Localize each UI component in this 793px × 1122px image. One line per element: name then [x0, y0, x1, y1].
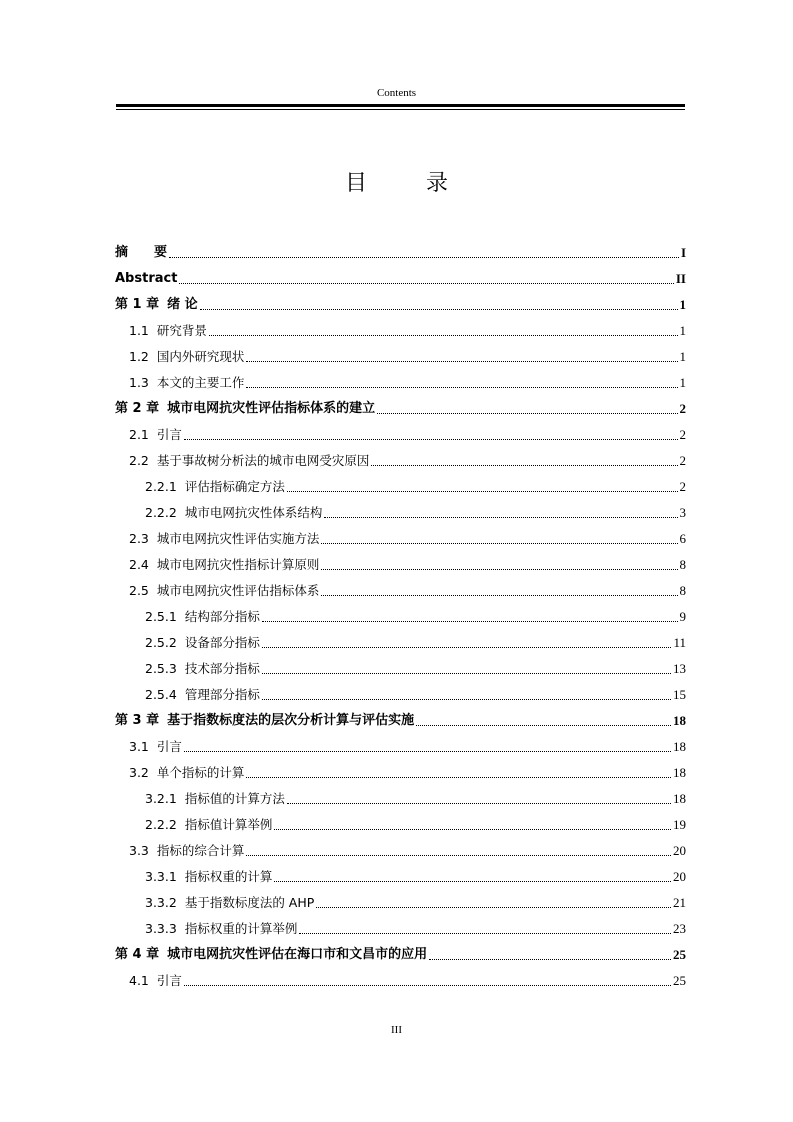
- toc-leader-dots: [184, 439, 678, 440]
- toc-entry-page: 9: [679, 609, 686, 624]
- toc-entry-page: 21: [673, 895, 686, 910]
- toc-entry-number: 2.5: [129, 583, 149, 598]
- page-number-footer: III: [391, 1024, 402, 1036]
- toc-entry-label: [129, 374, 244, 392]
- table-of-contents: [115, 236, 686, 990]
- toc-entry-text: 绪 论: [167, 297, 198, 312]
- toc-entry-page: 1: [679, 297, 686, 312]
- toc-entry-label: [145, 686, 260, 704]
- toc-entry-page: II: [675, 271, 686, 286]
- toc-entry-page: 2: [679, 479, 686, 494]
- toc-entry-label: [145, 790, 285, 808]
- toc-entry-text: 国内外研究现状: [156, 349, 245, 364]
- toc-leader-dots: [179, 283, 673, 284]
- toc-entry-text: 指标值计算举例: [184, 817, 273, 832]
- toc-entry-label: [129, 842, 244, 860]
- toc-entry-page: 2: [679, 427, 686, 442]
- toc-entry-text: 城市电网抗灾性评估指标体系: [156, 583, 320, 598]
- toc-entry[interactable]: [115, 912, 686, 938]
- toc-leader-dots: [262, 647, 672, 648]
- toc-entry-label: [145, 816, 272, 834]
- toc-entry-label: [145, 868, 272, 886]
- toc-entry[interactable]: [115, 808, 686, 834]
- toc-entry[interactable]: [115, 834, 686, 860]
- toc-entry[interactable]: [115, 964, 686, 990]
- toc-entry-number: 2.5.4: [145, 687, 177, 702]
- toc-entry[interactable]: [115, 574, 686, 600]
- toc-entry[interactable]: [115, 262, 686, 288]
- toc-entry[interactable]: [115, 366, 686, 392]
- toc-entry-text: 评估指标确定方法: [184, 479, 285, 494]
- toc-entry-page: 8: [679, 583, 686, 598]
- toc-leader-dots: [287, 803, 671, 804]
- toc-leader-dots: [246, 777, 671, 778]
- toc-entry-page: 1: [679, 375, 686, 390]
- toc-entry-number: 2.2.2: [145, 505, 177, 520]
- toc-entry-number: 2.2.2: [145, 817, 177, 832]
- toc-entry-text: 研究背景: [156, 323, 207, 338]
- toc-entry-text: 城市电网抗灾性体系结构: [184, 505, 323, 520]
- toc-entry-label: [129, 738, 182, 756]
- toc-entry[interactable]: [115, 314, 686, 340]
- toc-entry-page: 20: [673, 869, 686, 884]
- toc-entry-page: 18: [673, 739, 686, 754]
- toc-entry-page: I: [680, 245, 686, 260]
- toc-leader-dots: [246, 361, 677, 362]
- toc-leader-dots: [246, 387, 677, 388]
- toc-entry[interactable]: [115, 340, 686, 366]
- toc-entry-text: 基于指数标度法的 AHP: [184, 895, 315, 910]
- toc-entry-text: 摘 要: [115, 245, 168, 260]
- toc-entry-number: 2.2.1: [145, 479, 177, 494]
- toc-entry-text: 指标权重的计算举例: [184, 921, 298, 936]
- toc-leader-dots: [299, 933, 671, 934]
- running-header: Contents: [376, 87, 417, 99]
- toc-entry-text: 指标权重的计算: [184, 869, 273, 884]
- toc-entry-text: 城市电网抗灾性评估在海口市和文昌市的应用: [167, 947, 428, 962]
- toc-entry[interactable]: [115, 392, 686, 418]
- toc-entry-number: 2.5.2: [145, 635, 177, 650]
- toc-entry-page: 25: [673, 973, 686, 988]
- toc-entry-page: 3: [679, 505, 686, 520]
- toc-entry-number: 2.3: [129, 531, 149, 546]
- toc-entry-page: 2: [679, 453, 686, 468]
- toc-entry-number: 2.2: [129, 453, 149, 468]
- toc-entry-label: [129, 322, 207, 340]
- toc-entry-number: 1.2: [129, 349, 149, 364]
- toc-leader-dots: [371, 465, 677, 466]
- toc-entry-page: 8: [679, 557, 686, 572]
- toc-leader-dots: [274, 829, 671, 830]
- toc-entry-number: 第 4 章: [115, 947, 160, 962]
- toc-entry-label: [129, 530, 319, 548]
- toc-leader-dots: [274, 881, 671, 882]
- toc-leader-dots: [321, 543, 677, 544]
- toc-entry-number: 3.2: [129, 765, 149, 780]
- toc-entry-text: 城市电网抗灾性指标计算原则: [156, 557, 320, 572]
- toc-entry[interactable]: [115, 652, 686, 678]
- toc-entry-label: [115, 244, 167, 262]
- header-rule-thin: [116, 109, 685, 110]
- header-rule-thick: [116, 104, 685, 107]
- toc-entry-number: 3.2.1: [145, 791, 177, 806]
- toc-entry-text: 单个指标的计算: [156, 765, 245, 780]
- toc-entry-number: 3.3.3: [145, 921, 177, 936]
- toc-entry-number: 3.3.1: [145, 869, 177, 884]
- toc-entry-text: 引言: [156, 427, 182, 442]
- page-title: 目 录: [345, 171, 474, 196]
- toc-entry-page: 1: [679, 323, 686, 338]
- toc-entry-label: [129, 348, 244, 366]
- toc-entry[interactable]: [115, 860, 686, 886]
- toc-entry-text: 引言: [156, 973, 182, 988]
- toc-entry-text: 指标的综合计算: [156, 843, 245, 858]
- toc-entry-text: 技术部分指标: [184, 661, 260, 676]
- toc-entry-text: 本文的主要工作: [156, 375, 245, 390]
- toc-leader-dots: [246, 855, 671, 856]
- toc-entry[interactable]: [115, 600, 686, 626]
- toc-entry-number: 1.3: [129, 375, 149, 390]
- toc-entry-number: 2.4: [129, 557, 149, 572]
- toc-leader-dots: [262, 673, 671, 674]
- toc-entry-page: 13: [673, 661, 686, 676]
- toc-entry-label: [129, 972, 182, 990]
- toc-entry-label: [115, 296, 198, 314]
- toc-entry-page: 19: [673, 817, 686, 832]
- toc-entry-text: 基于指数标度法的层次分析计算与评估实施: [167, 713, 415, 728]
- toc-entry-text: 管理部分指标: [184, 687, 260, 702]
- toc-entry-label: [129, 764, 244, 782]
- toc-entry[interactable]: [115, 444, 686, 470]
- toc-entry-page: 25: [673, 947, 686, 962]
- toc-entry-page: 18: [673, 765, 686, 780]
- toc-entry-text: 城市电网抗灾性评估指标体系的建立: [167, 401, 376, 416]
- toc-entry[interactable]: [115, 626, 686, 652]
- toc-entry-number: 2.5.3: [145, 661, 177, 676]
- toc-entry-page: 15: [673, 687, 686, 702]
- toc-entry-page: 18: [673, 713, 686, 728]
- toc-entry-text: 城市电网抗灾性评估实施方法: [156, 531, 320, 546]
- toc-entry-label: [115, 270, 177, 288]
- toc-entry-label: [145, 478, 285, 496]
- toc-entry-text: 设备部分指标: [184, 635, 260, 650]
- toc-leader-dots: [321, 569, 677, 570]
- toc-entry[interactable]: [115, 418, 686, 444]
- toc-entry[interactable]: [115, 730, 686, 756]
- toc-entry-label: [145, 894, 314, 912]
- toc-entry[interactable]: [115, 548, 686, 574]
- toc-entry[interactable]: [115, 704, 686, 730]
- toc-entry-number: 第 1 章: [115, 297, 160, 312]
- toc-entry-label: [145, 920, 297, 938]
- toc-entry-text: Abstract: [115, 271, 178, 286]
- toc-entry-label: [115, 712, 414, 730]
- toc-leader-dots: [262, 699, 671, 700]
- toc-leader-dots: [262, 621, 678, 622]
- toc-leader-dots: [429, 959, 671, 960]
- toc-entry[interactable]: [115, 756, 686, 782]
- toc-entry-label: [129, 556, 319, 574]
- toc-entry[interactable]: [115, 886, 686, 912]
- toc-leader-dots: [416, 725, 671, 726]
- toc-entry-number: 3.1: [129, 739, 149, 754]
- toc-entry-page: 6: [679, 531, 686, 546]
- toc-entry[interactable]: [115, 236, 686, 262]
- toc-entry-page: 18: [673, 791, 686, 806]
- toc-entry-label: [129, 426, 182, 444]
- toc-entry-number: 3.3.2: [145, 895, 177, 910]
- toc-entry-number: 1.1: [129, 323, 149, 338]
- toc-leader-dots: [377, 413, 677, 414]
- toc-entry-label: [129, 582, 319, 600]
- toc-entry-page: 20: [673, 843, 686, 858]
- toc-entry-page: 1: [679, 349, 686, 364]
- toc-entry-text: 结构部分指标: [184, 609, 260, 624]
- toc-entry-number: 2.5.1: [145, 609, 177, 624]
- toc-leader-dots: [184, 751, 671, 752]
- toc-entry-page: 23: [673, 921, 686, 936]
- toc-entry-number: 第 3 章: [115, 713, 160, 728]
- toc-entry-label: [145, 504, 322, 522]
- toc-leader-dots: [200, 309, 678, 310]
- toc-entry-label: [115, 400, 375, 418]
- toc-entry-label: [129, 452, 369, 470]
- toc-leader-dots: [184, 985, 671, 986]
- toc-entry-label: [145, 634, 260, 652]
- toc-entry-number: 3.3: [129, 843, 149, 858]
- toc-entry-number: 2.1: [129, 427, 149, 442]
- toc-entry[interactable]: [115, 678, 686, 704]
- toc-entry-number: 4.1: [129, 973, 149, 988]
- toc-entry[interactable]: [115, 938, 686, 964]
- toc-leader-dots: [321, 595, 677, 596]
- toc-entry-number: 第 2 章: [115, 401, 160, 416]
- toc-entry-label: [145, 608, 260, 626]
- toc-leader-dots: [324, 517, 677, 518]
- toc-leader-dots: [287, 491, 678, 492]
- toc-leader-dots: [316, 907, 671, 908]
- toc-leader-dots: [169, 257, 679, 258]
- toc-entry-page: 11: [673, 635, 686, 650]
- toc-entry-text: 基于事故树分析法的城市电网受灾原因: [156, 453, 370, 468]
- toc-entry[interactable]: [115, 470, 686, 496]
- toc-entry[interactable]: [115, 288, 686, 314]
- toc-entry-text: 引言: [156, 739, 182, 754]
- toc-entry[interactable]: [115, 782, 686, 808]
- toc-entry-label: [115, 946, 427, 964]
- toc-entry-page: 2: [679, 401, 686, 416]
- toc-entry[interactable]: [115, 522, 686, 548]
- toc-entry[interactable]: [115, 496, 686, 522]
- toc-entry-text: 指标值的计算方法: [184, 791, 285, 806]
- toc-entry-label: [145, 660, 260, 678]
- toc-leader-dots: [209, 335, 678, 336]
